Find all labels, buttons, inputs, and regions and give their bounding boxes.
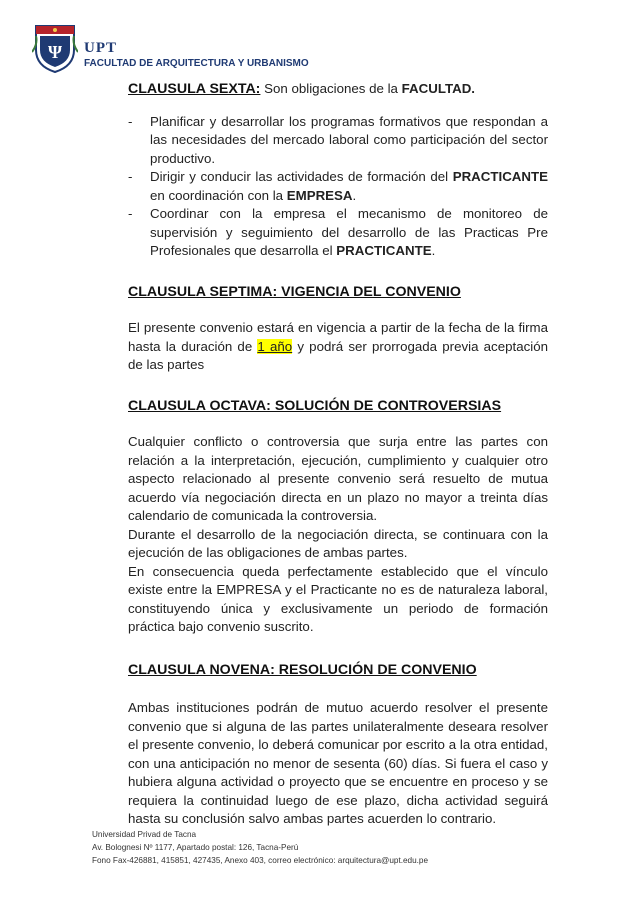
footer-line: Universidad Privad de Tacna [92, 830, 197, 839]
faculty-name: FACULTAD DE ARQUITECTURA Y URBANISMO [84, 58, 309, 69]
svg-text:Ψ: Ψ [47, 42, 63, 62]
obligations-list [128, 113, 548, 261]
clause-intro: Son obligaciones de la [264, 81, 402, 96]
list-item-text: Dirigir y conducir las actividades de formación del [150, 169, 453, 184]
highlighted-duration: 1 año [257, 338, 293, 354]
clause-title: CLAUSULA SEXTA: [128, 81, 261, 97]
clause-paragraph: Cualquier conflicto o controversia que surja entre las partes con relación a la interpretación, ejecución, cumplimiento y cualquier otro aspecto relacionado al presente convenio será resuelto de mutua acuerdo vía negociación directa en un plazo no mayor a treinta días calendario de comunicada la controversia. [128, 434, 548, 523]
clause-paragraph: Durante el desarrollo de la negociación directa, se continuara con la ejecución de las obligaciones de ambas partes. [128, 526, 548, 560]
clause-text: Ambas instituciones podrán de mutuo acuerdo resolver el presente convenio que si alguna de las partes unilateralmente deseara resolver el presente convenio, lo deberá comunicar por escrito a la otra entidad, con una anticipación no menor de sesenta (60) días. Si fuera el caso y hubiera alguna actividad o proyecto que se encuentre en proceso y se requiera la continuidad luego de ese plazo, dicha actividad seguirá hasta su conclusión salvo ambas partes acuerden lo contrario. [128, 700, 548, 826]
list-item-text: en coordinación con la [150, 187, 287, 203]
clause-intro-bold: FACULTAD. [401, 81, 476, 96]
page-header [32, 22, 592, 76]
clause-text: El presente convenio estará en vigencia a partir de la fecha de la firma hasta la duración de 1 año y podrá ser prorrogada previa aceptación de las partes [128, 320, 548, 372]
list-item: - Planificar y desarrollar los programas formativos que respondan a las necesidades del mercado laboral como participación del sector productivo. [128, 113, 548, 166]
clause-title: CLAUSULA SEPTIMA: VIGENCIA DEL CONVENIO [128, 283, 461, 300]
clause-octava [128, 397, 548, 637]
document-body [128, 80, 548, 829]
list-item: - Dirigir y conducir las actividades de formación del PRACTICANTE en coordinación con la EMPRESA. [128, 169, 548, 203]
clause-sexta [128, 80, 548, 261]
clause-title: CLAUSULA OCTAVA: SOLUCIÓN DE CONTROVERSIAS [128, 397, 502, 414]
list-item-bold: PRACTICANTE [336, 243, 432, 258]
list-item-text: Planificar y desarrollar los programas formativos que respondan a las necesidades del mercado laboral como participación del sector productivo. [150, 113, 548, 166]
list-item-text: . [431, 243, 436, 258]
page-footer [92, 828, 428, 867]
list-item-bold: EMPRESA [286, 187, 353, 203]
clause-novena [128, 661, 548, 829]
footer-line: Fono Fax-426881, 415851, 427435, Anexo 403, correo electrónico: arquitectura@upt.edu.pe [92, 856, 429, 865]
footer-line: Av. Bolognesi Nº 1177, Apartado postal: 126, Tacna-Perú [92, 843, 299, 852]
clause-paragraph: En consecuencia queda perfectamente establecido que el vínculo existe entre la EMPRESA y el Practicante no es de naturaleza laboral, constituyendo única y exclusivamente un periodo de formación práctica bajo convenio suscrito. [128, 563, 548, 634]
list-item-text: . [352, 187, 357, 203]
clause-septima [128, 283, 548, 375]
brand-name: UPT [84, 40, 117, 56]
list-item: - Coordinar con la empresa el mecanismo de monitoreo de supervisión y seguimiento del desarrollo de las Practicas Pre Profesionales que desarrolla el PRACTICANTE. [128, 206, 548, 258]
list-item-bold: PRACTICANTE [452, 169, 548, 184]
list-item-text: Coordinar con la empresa el mecanismo de monitoreo de supervisión y seguimiento del desarrollo de las Practicas Pre Profesionales que desarrolla el [150, 206, 548, 258]
clause-title: CLAUSULA NOVENA: RESOLUCIÓN DE CONVENIO [128, 661, 477, 678]
university-crest-icon [32, 22, 78, 74]
